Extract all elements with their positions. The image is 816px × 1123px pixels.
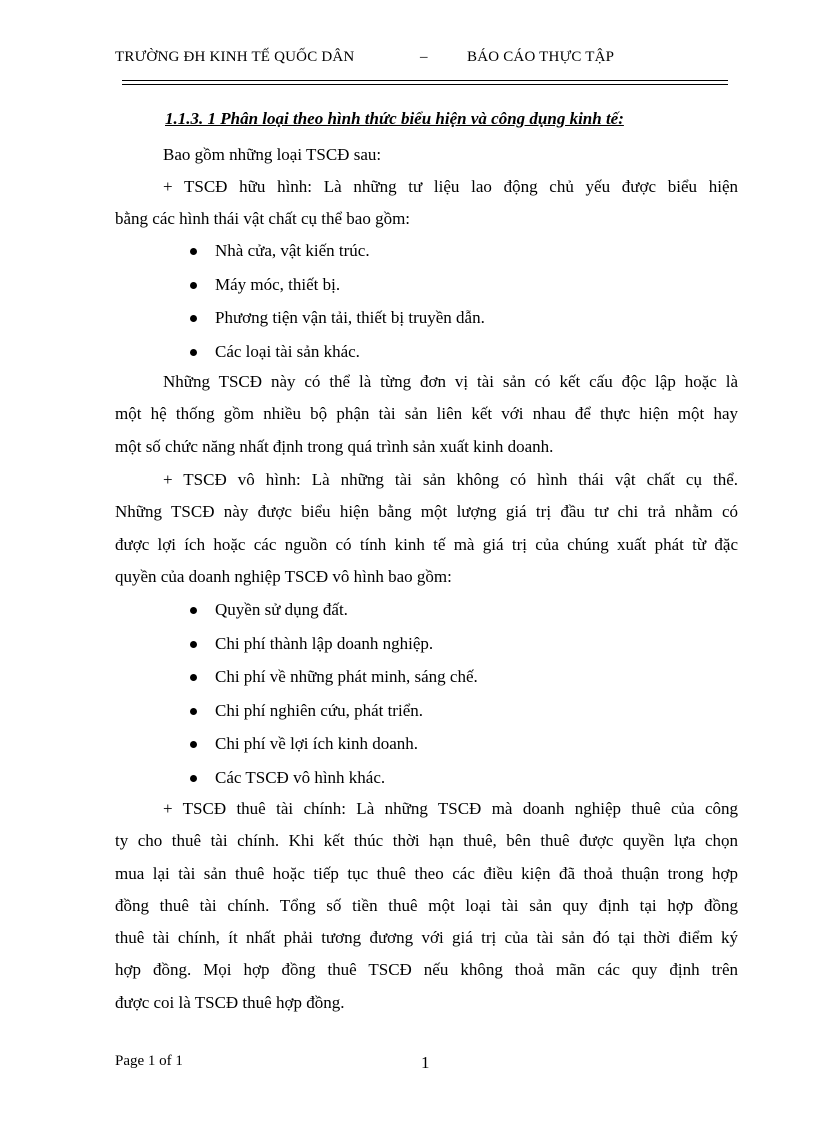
list-item-text: Chi phí về lợi ích kinh doanh.: [215, 734, 419, 753]
list-item-text: Các TSCĐ vô hình khác.: [215, 767, 386, 787]
bullet-icon: [190, 775, 197, 782]
list-item: [188, 335, 485, 369]
list-item: [188, 627, 478, 661]
leased-line: hợp đồng. Mọi hợp đồng thuê TSCĐ nếu không thoả mãn các quy định trên: [115, 960, 738, 980]
leased-line: mua lại tài sản thuê hoặc tiếp tục thuê theo các điều kiện đã thoả thuận trong hợp: [115, 863, 738, 883]
intangible-line: quyền của doanh nghiệp TSCĐ vô hình bao gồm:: [115, 566, 452, 586]
intangible-line: Những TSCĐ này được biểu hiện bằng một lượng giá trị đầu tư chi trả nhằm có: [115, 502, 738, 522]
bullet-icon: [190, 282, 197, 289]
list-item: [188, 660, 478, 694]
bullet-icon: [190, 641, 197, 648]
section-heading: 1.1.3. 1 Phân loại theo hình thức biểu hiện và công dụng kinh tế:: [165, 109, 624, 128]
page-number: 1: [421, 1053, 430, 1072]
tangible-note-line: Những TSCĐ này có thể là từng đơn vị tài sản có kết cấu độc lập hoặc là: [163, 372, 738, 391]
list-item-text: Chi phí về những phát minh, sáng chế.: [215, 667, 478, 686]
leased-line: đồng thuê tài chính. Tổng số tiền thuê một loại tài sản quy định tại hợp đồng: [115, 895, 738, 915]
tangible-paragraph: [115, 171, 738, 236]
intro-line: Bao gồm những loại TSCĐ sau:: [163, 145, 382, 164]
intangible-paragraph: [115, 464, 738, 593]
tangible-note-line: một hệ thống gồm nhiều bộ phận tài sản liên kết với nhau để thực hiện một hay: [115, 404, 738, 424]
list-item: [188, 268, 485, 302]
header-rule-bottom: [122, 84, 728, 85]
list-item: [188, 234, 485, 268]
tangible-list: [188, 234, 485, 368]
leased-paragraph: [115, 793, 738, 1019]
leased-line: + TSCĐ thuê tài chính: Là những TSCĐ mà doanh nghiệp thuê của công: [163, 799, 738, 818]
list-item-text: Máy móc, thiết bị.: [215, 274, 341, 294]
page-count-label: Page 1 of 1: [115, 1053, 183, 1069]
list-item-text: Phương tiện vận tải, thiết bị truyền dẫn.: [215, 308, 485, 327]
intangible-line: + TSCĐ vô hình: Là những tài sản không có hình thái vật chất cụ thể.: [163, 470, 738, 489]
list-item-text: Nhà cửa, vật kiến trúc.: [215, 241, 370, 260]
list-item: [188, 761, 478, 795]
list-item: [188, 593, 478, 627]
list-item: [188, 301, 485, 335]
bullet-icon: [190, 674, 197, 681]
header-report-title: BÁO CÁO THỰC TẬP: [467, 49, 615, 65]
header-rule-top: [122, 80, 728, 81]
header-separator: –: [420, 49, 428, 65]
intangible-line: được lợi ích hoặc các nguồn có tính kinh tế mà giá trị của chúng xuất phát từ đặc: [115, 534, 738, 554]
bullet-icon: [190, 349, 197, 356]
bullet-icon: [190, 315, 197, 322]
bullet-icon: [190, 607, 197, 614]
intangible-list: [188, 593, 478, 794]
list-item-text: Các loại tài sản khác.: [215, 341, 360, 361]
leased-line: thuê tài chính, ít nhất phải tương đương với giá trị của tài sản đó tại thời điểm ký: [115, 928, 738, 948]
list-item-text: Chi phí nghiên cứu, phát triển.: [215, 700, 423, 720]
tangible-line: bằng các hình thái vật chất cụ thể bao gồm:: [115, 209, 411, 229]
tangible-line: + TSCĐ hữu hình: Là những tư liệu lao động chủ yếu được biểu hiện: [163, 177, 738, 196]
header-school-name: TRƯỜNG ĐH KINH TẾ QUỐC DÂN: [115, 49, 355, 65]
tangible-note-paragraph: [115, 366, 738, 463]
list-item: [188, 727, 478, 761]
list-item-text: Chi phí thành lập doanh nghiệp.: [215, 633, 434, 653]
page-header: [115, 49, 730, 71]
leased-line: ty cho thuê tài chính. Khi kết thúc thời hạn thuê, bên thuê được quyền lựa chọn: [115, 831, 738, 851]
leased-line: được coi là TSCĐ thuê hợp đồng.: [115, 992, 345, 1012]
intro-paragraph: [115, 139, 738, 171]
bullet-icon: [190, 741, 197, 748]
tangible-note-line: một số chức năng nhất định trong quá trình sản xuất kinh doanh.: [115, 436, 554, 456]
list-item-text: Quyền sử dụng đất.: [215, 600, 348, 619]
bullet-icon: [190, 248, 197, 255]
list-item: [188, 694, 478, 728]
bullet-icon: [190, 708, 197, 715]
